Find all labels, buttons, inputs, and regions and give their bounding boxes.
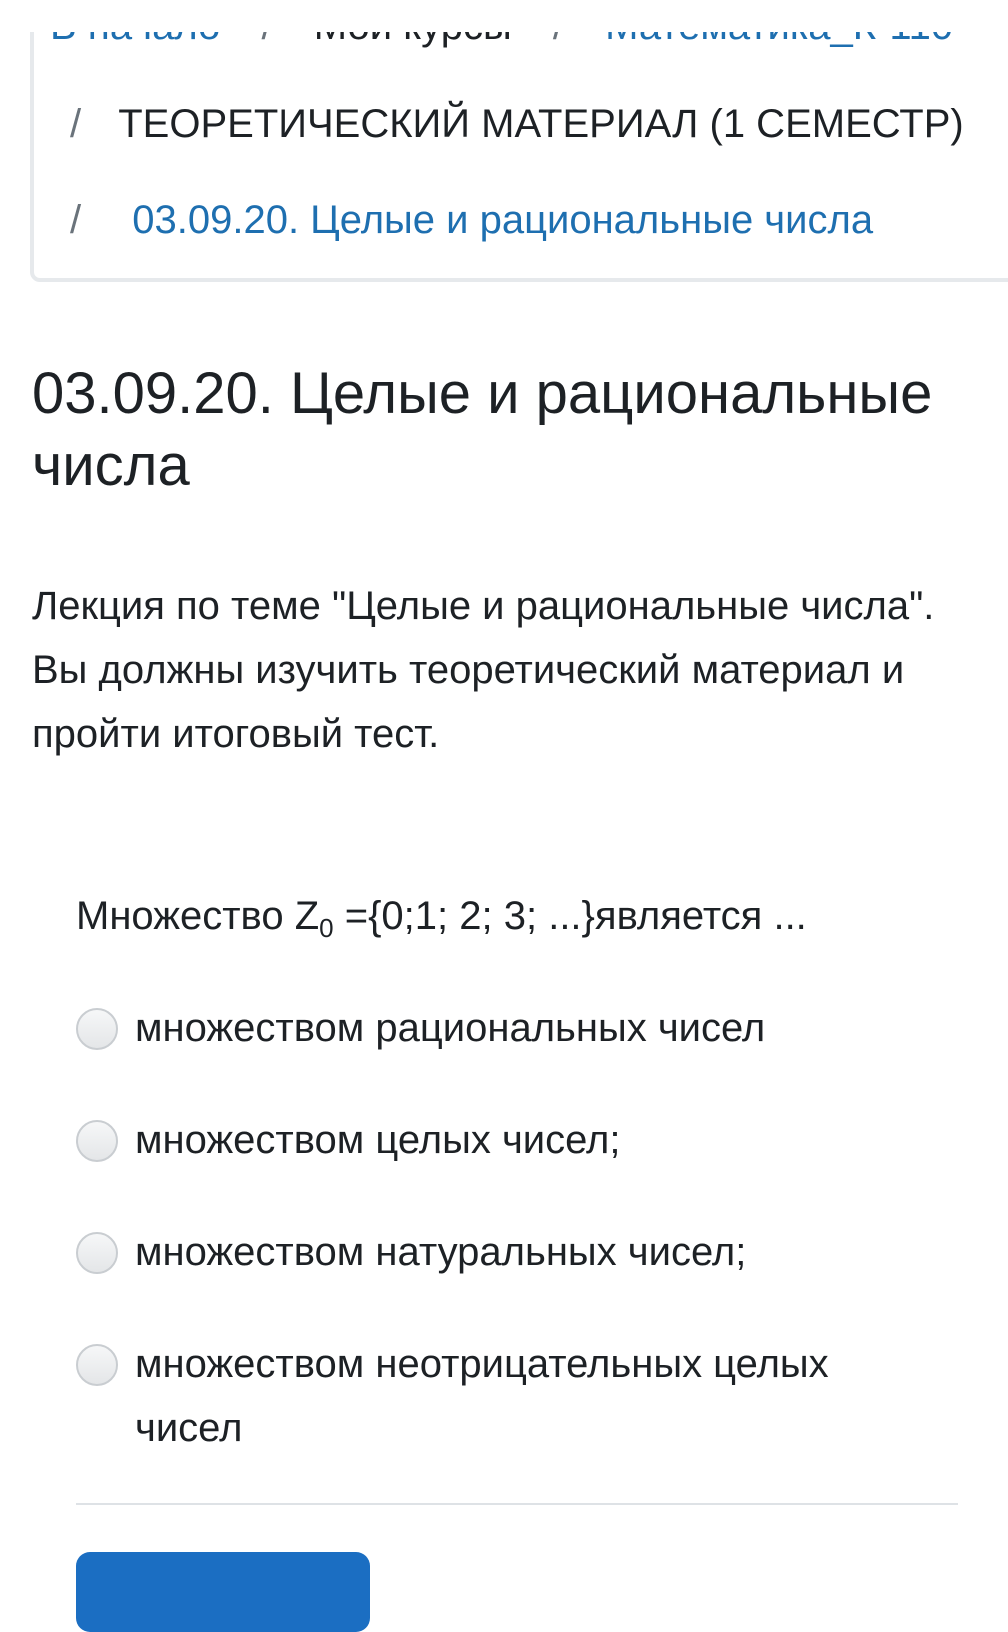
- answer-option[interactable]: [76, 996, 976, 1060]
- top-cutoff: [0, 0, 1008, 32]
- breadcrumb-separator: /: [70, 198, 82, 242]
- divider: [76, 1503, 958, 1505]
- answer-option-label[interactable]: множеством натуральных чисел;: [135, 1230, 747, 1274]
- breadcrumb-row-section: [70, 102, 964, 147]
- answer-option-label[interactable]: множеством рациональных чисел: [135, 1006, 766, 1050]
- answer-option[interactable]: [76, 1108, 976, 1172]
- question-prefix: Множество Z: [76, 894, 320, 938]
- breadcrumb-section-link[interactable]: ТЕОРЕТИЧЕСКИЙ МАТЕРИАЛ (1 СЕМЕСТР): [118, 102, 964, 146]
- radio-button[interactable]: [76, 1232, 118, 1274]
- lecture-description: Лекция по теме "Целые и рациональные числа". Вы должны изучить теоретический материал и пройти итоговый тест.: [32, 584, 935, 756]
- radio-button[interactable]: [76, 1120, 118, 1162]
- breadcrumb: [30, 0, 1008, 282]
- radio-button[interactable]: [76, 1344, 118, 1386]
- breadcrumb-current-link[interactable]: 03.09.20. Целые и рациональные числа: [132, 198, 874, 242]
- answer-option-label[interactable]: множеством целых чисел;: [135, 1118, 621, 1162]
- question-subscript: 0: [319, 913, 334, 943]
- question-suffix: ={0;1; 2; 3; ...}является ...: [333, 894, 807, 938]
- answer-option[interactable]: [76, 1332, 976, 1460]
- page-title: 03.09.20. Целые и рациональные числа: [32, 361, 933, 498]
- answer-option-label[interactable]: множеством неотрицательных целых чисел: [135, 1342, 829, 1450]
- breadcrumb-separator: /: [70, 102, 82, 146]
- submit-button[interactable]: [76, 1552, 370, 1632]
- answer-option[interactable]: [76, 1220, 976, 1284]
- breadcrumb-row-current: [70, 198, 873, 243]
- radio-button[interactable]: [76, 1008, 118, 1050]
- question-text: [76, 884, 976, 960]
